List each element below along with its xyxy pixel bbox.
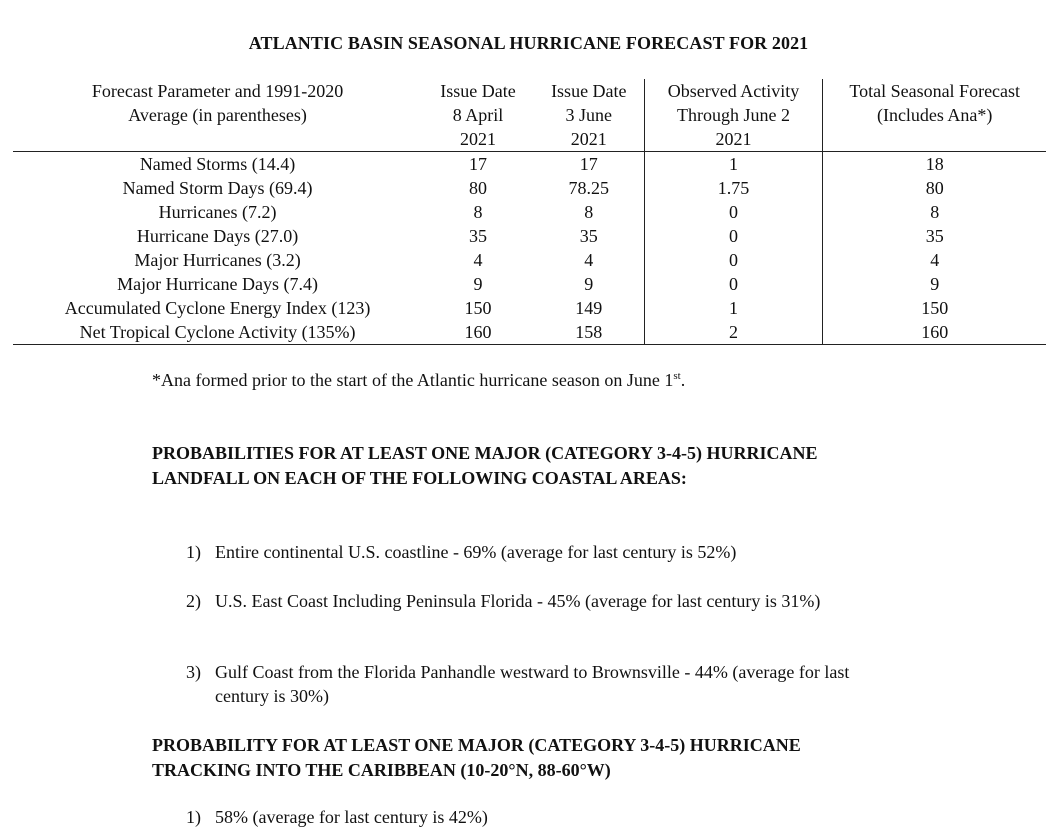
cell-june: 35 — [579, 226, 598, 246]
cell-total: 8 — [823, 200, 1046, 224]
header-line: Average (in parentheses) — [128, 105, 307, 125]
header-line: 3 June — [565, 105, 613, 125]
header-line: Forecast Parameter and 1991-2020 — [91, 81, 344, 101]
list-item — [186, 660, 906, 708]
cell-parameter: Hurricane Days (27.0) — [136, 226, 299, 246]
cell-parameter: Major Hurricanes (3.2) — [134, 250, 301, 270]
page-title: ATLANTIC BASIN SEASONAL HURRICANE FORECAST FOR 2021 — [248, 33, 809, 53]
cell-observed: 0 — [644, 224, 823, 248]
cell-parameter: Hurricanes (7.2) — [158, 202, 277, 222]
cell-april: 9 — [473, 274, 483, 294]
header-line: 8 April — [452, 105, 504, 125]
cell-observed: 0 — [644, 248, 823, 272]
cell-total: 18 — [823, 152, 1046, 177]
header-issue-april — [422, 79, 534, 152]
table-row — [13, 272, 1046, 296]
cell-parameter: Named Storm Days (69.4) — [122, 178, 313, 198]
table-row — [13, 200, 1046, 224]
cell-observed: 2 — [644, 320, 823, 345]
header-observed — [644, 79, 823, 152]
cell-observed: 1 — [644, 152, 823, 177]
landfall-heading: PROBABILITIES FOR AT LEAST ONE MAJOR (CATEGORY 3-4-5) HURRICANE LANDFALL ON EACH OF THE FOLLOWING COASTAL AREAS: — [152, 443, 818, 488]
table-row — [13, 248, 1046, 272]
list-item-number: 2) — [186, 591, 201, 611]
cell-observed: 1.75 — [644, 176, 823, 200]
header-line: Through June 2 — [677, 105, 791, 125]
cell-total: 9 — [823, 272, 1046, 296]
header-line: 2021 — [460, 129, 497, 149]
list-item — [186, 805, 906, 829]
list-item-text: Gulf Coast from the Florida Panhandle westward to Brownsville - 44% (average for last century is 30%) — [215, 662, 850, 706]
list-item-text: 58% (average for last century is 42%) — [215, 807, 488, 827]
cell-april: 4 — [473, 250, 483, 270]
cell-observed: 0 — [644, 200, 823, 224]
cell-total: 4 — [823, 248, 1046, 272]
cell-april: 8 — [473, 202, 483, 222]
cell-april: 80 — [469, 178, 488, 198]
cell-april: 35 — [469, 226, 488, 246]
list-item — [186, 589, 906, 613]
footnote-tail: . — [680, 370, 686, 390]
header-total — [823, 79, 1046, 152]
footnote — [152, 370, 685, 391]
cell-june: 149 — [575, 298, 603, 318]
header-line: 2021 — [715, 129, 752, 149]
cell-april: 17 — [469, 154, 488, 174]
cell-total: 160 — [823, 320, 1046, 345]
cell-parameter: Major Hurricane Days (7.4) — [117, 274, 319, 294]
header-line: 2021 — [570, 129, 607, 149]
cell-parameter: Named Storms (14.4) — [139, 154, 296, 174]
table-row — [13, 152, 1046, 177]
cell-total: 150 — [823, 296, 1046, 320]
forecast-table — [13, 79, 1046, 345]
cell-april: 150 — [464, 298, 492, 318]
cell-june: 8 — [584, 202, 594, 222]
table-row — [13, 296, 1046, 320]
cell-june: 17 — [579, 154, 598, 174]
list-item-text: U.S. East Coast Including Peninsula Florida - 45% (average for last century is 31%) — [215, 591, 821, 611]
header-line: Issue Date — [551, 81, 627, 101]
caribbean-heading: PROBABILITY FOR AT LEAST ONE MAJOR (CATEGORY 3-4-5) HURRICANE TRACKING INTO THE CARIBBEAN (10-20°N, 88-60°W) — [152, 735, 801, 780]
table-header-row — [13, 79, 1046, 152]
list-item-number: 3) — [186, 662, 201, 682]
cell-june: 78.25 — [568, 178, 610, 198]
cell-total: 35 — [823, 224, 1046, 248]
table-row — [13, 320, 1046, 345]
footnote-text: *Ana formed prior to the start of the Atlantic hurricane season on June 1 — [152, 370, 674, 390]
header-line: Total Seasonal Forecast — [849, 81, 1021, 101]
cell-total: 80 — [823, 176, 1046, 200]
table-row — [13, 224, 1046, 248]
list-item-text: Entire continental U.S. coastline - 69% (average for last century is 52%) — [215, 542, 737, 562]
header-line: Issue Date — [440, 81, 516, 101]
cell-parameter: Net Tropical Cyclone Activity (135%) — [13, 320, 422, 345]
cell-june: 9 — [584, 274, 594, 294]
list-item — [186, 540, 906, 564]
header-line: Observed Activity — [667, 81, 800, 101]
cell-parameter: Accumulated Cyclone Energy Index (123) — [64, 298, 371, 318]
header-line: (Includes Ana*) — [876, 105, 993, 125]
list-item-number: 1) — [186, 542, 201, 562]
cell-observed: 1 — [644, 296, 823, 320]
header-issue-june — [534, 79, 644, 152]
footnote-superscript: st — [673, 370, 681, 382]
cell-april: 160 — [422, 320, 534, 345]
table-row — [13, 176, 1046, 200]
cell-june: 4 — [584, 250, 594, 270]
cell-observed: 0 — [644, 272, 823, 296]
list-item-number: 1) — [186, 807, 201, 827]
cell-june: 158 — [534, 320, 644, 345]
header-parameter — [13, 79, 422, 152]
